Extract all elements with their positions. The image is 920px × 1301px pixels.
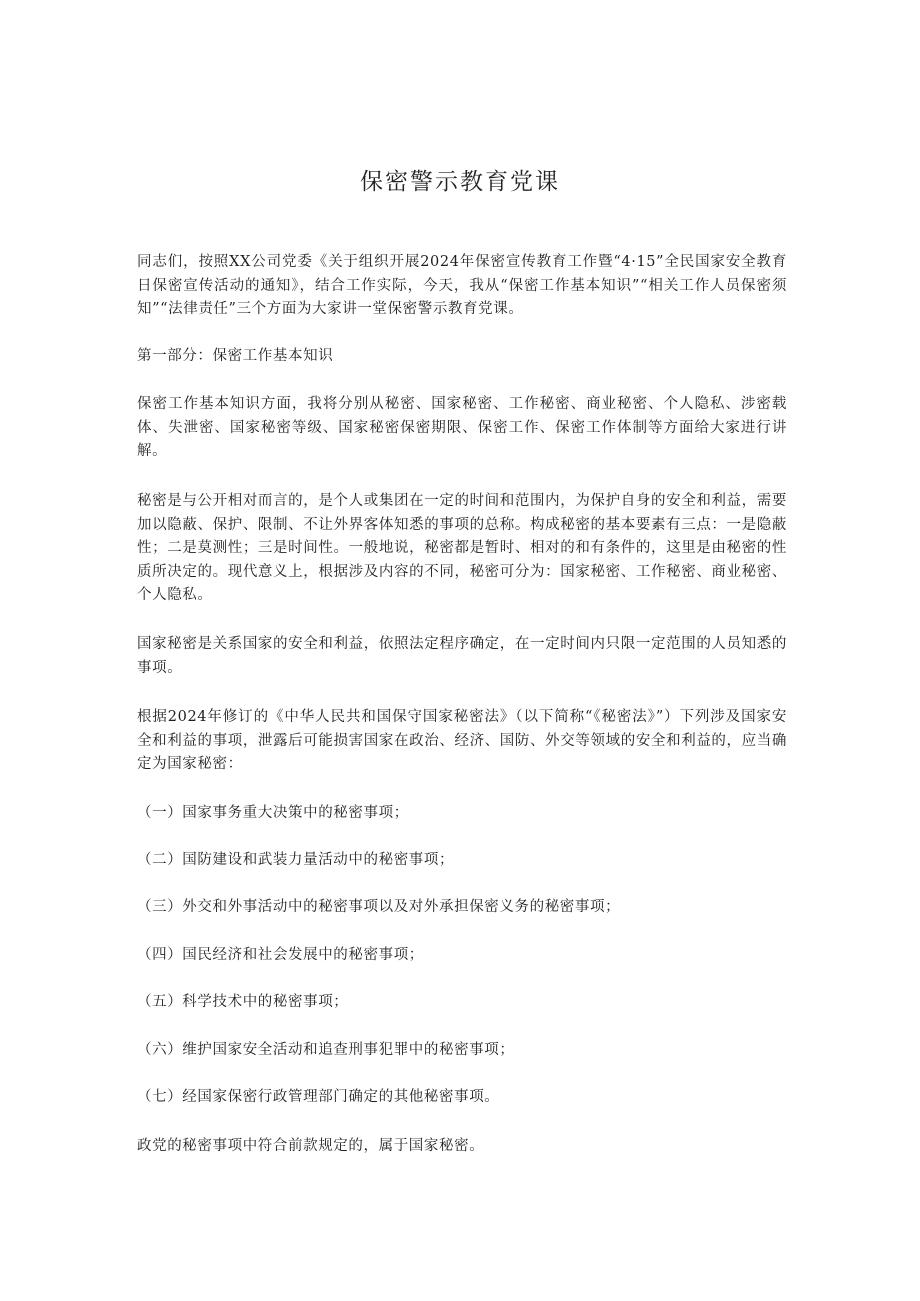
list-item: （七）经国家保密行政管理部门确定的其他秘密事项。	[137, 1089, 500, 1105]
intro-paragraph: 同志们，按照XX公司党委《关于组织开展2024年保密宣传教育工作暨“4·15”全民国家安全教育日保密宣传活动的通知》，结合工作实际，今天，我从“保密工作基本知识”“相关工作人员保密须知”“法律责任”三个方面为大家讲一堂保密警示教育党课。	[137, 254, 787, 317]
document-title: 保密警示教育党课	[360, 169, 560, 195]
part1-heading: 第一部分：保密工作基本知识	[137, 348, 334, 364]
closing-paragraph: 政党的秘密事项中符合前款规定的，属于国家秘密。	[137, 1138, 485, 1154]
law-basis-paragraph: 根据2024年修订的《中华人民共和国保守国家秘密法》（以下简称“《秘密法》”）下列涉及国家安全和利益的事项，泄露后可能损害国家在政治、经济、国防、外交等领域的安全和利益的，应当确定为国家秘密：	[137, 709, 787, 772]
secret-definition-paragraph: 秘密是与公开相对而言的，是个人或集团在一定的时间和范围内，为保护自身的安全和利益，需要加以隐蔽、保护、限制、不让外界客体知悉的事项的总称。构成秘密的基本要素有三点：一是隐蔽性；二是莫测性；三是时间性。一般地说，秘密都是暂时、相对的和有条件的，这里是由秘密的性质所决定的。现代意义上，根据涉及内容的不同，秘密可分为：国家秘密、工作秘密、商业秘密、个人隐私。	[137, 493, 787, 603]
list-item: （三）外交和外事活动中的秘密事项以及对外承担保密义务的秘密事项；	[137, 899, 621, 915]
list-item: （二）国防建设和武装力量活动中的秘密事项；	[137, 852, 455, 868]
list-item: （四）国民经济和社会发展中的秘密事项；	[137, 947, 424, 963]
state-secret-definition-paragraph: 国家秘密是关系国家的安全和利益，依照法定程序确定，在一定时间内只限一定范围的人员知悉的事项。	[137, 636, 787, 676]
part1-overview-paragraph: 保密工作基本知识方面，我将分别从秘密、国家秘密、工作秘密、商业秘密、个人隐私、涉密载体、失泄密、国家秘密等级、国家秘密保密期限、保密工作、保密工作体制等方面给大家进行讲解。	[137, 396, 787, 459]
list-item: （一）国家事务重大决策中的秘密事项；	[137, 805, 409, 821]
list-item: （六）维护国家安全活动和追查刑事犯罪中的秘密事项；	[137, 1042, 515, 1058]
list-item: （五）科学技术中的秘密事项；	[137, 994, 349, 1010]
